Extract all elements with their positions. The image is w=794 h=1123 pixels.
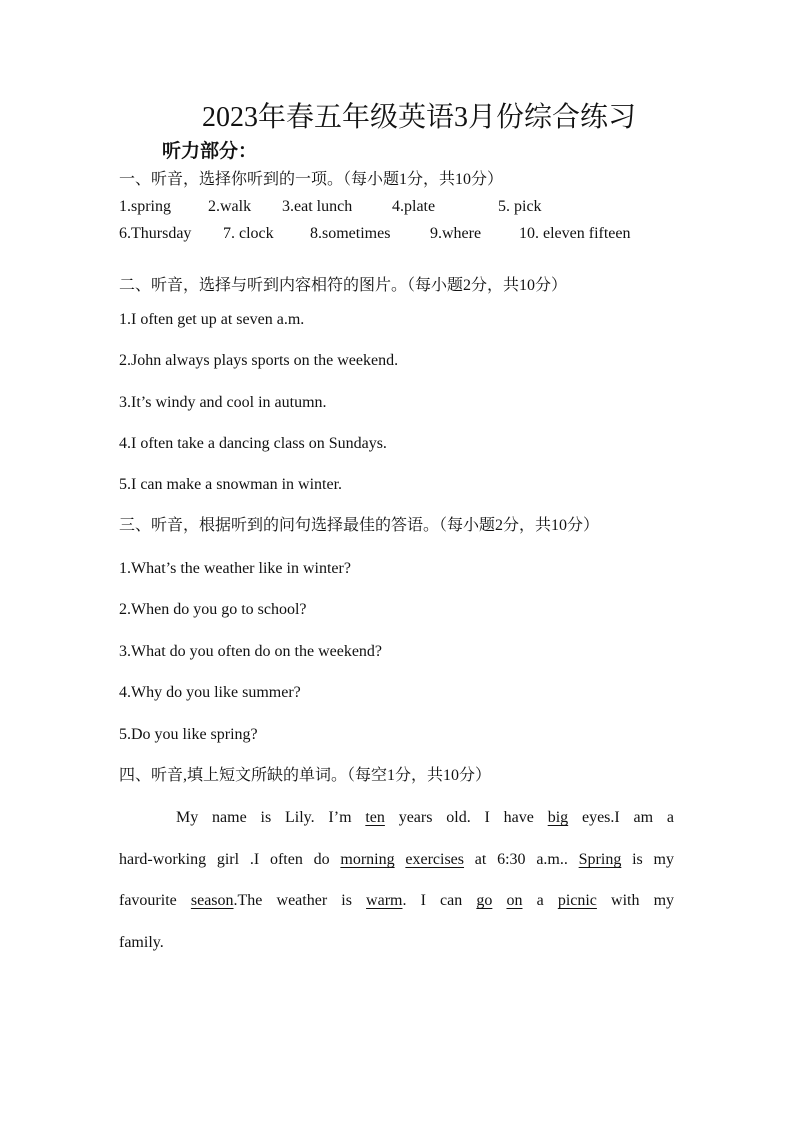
passage-text: years old. I have [384, 809, 548, 826]
list-item: 5.I can make a snowman in winter. [119, 476, 343, 493]
option-item: 6.Thursday [119, 225, 192, 242]
passage-line-4: family. [119, 934, 164, 951]
passage-text: favourite [119, 892, 191, 909]
option-item: 9.where [430, 225, 482, 242]
answer-word: go [476, 892, 493, 909]
answer-word: morning [340, 851, 395, 868]
list-item: 3.What do you often do on the weekend? [119, 643, 383, 660]
answer-word: exercises [405, 851, 465, 868]
list-item: 1.I often get up at seven a.m. [119, 311, 305, 328]
passage-text: at 6:30 a.m.. [464, 851, 579, 868]
answer-word: ten [365, 809, 385, 826]
passage-text [395, 851, 406, 868]
option-item: 7. clock [223, 225, 274, 242]
section-3-heading: 三、听音，根据听到的问句选择最佳的答语。（每小题2分，共10分） [119, 517, 600, 534]
passage-text: with my [596, 892, 675, 909]
passage-text: eyes.I am a [568, 809, 675, 826]
list-item: 3.It’s windy and cool in autumn. [119, 394, 327, 411]
passage-text: is my [621, 851, 674, 868]
passage-text: . I can [402, 892, 477, 909]
passage-line-3 [119, 890, 674, 912]
passage-text: hard-working girl .I often do [119, 851, 341, 868]
list-item: 4.I often take a dancing class on Sundays. [119, 435, 387, 452]
answer-word: on [506, 892, 523, 909]
answer-word: picnic [557, 892, 597, 909]
option-item: 10. eleven fifteen [519, 225, 631, 242]
section-2-heading: 二、听音，选择与听到内容相符的图片。（每小题2分，共10分） [119, 277, 568, 294]
passage-text: My name is Lily. I’m [176, 809, 366, 826]
list-item: 4.Why do you like summer? [119, 684, 301, 701]
answer-word: warm [366, 892, 403, 909]
page-title: 2023年春五年级英语3月份综合练习 [201, 102, 636, 133]
answer-word: season [190, 892, 234, 909]
passage-line-1 [119, 807, 674, 829]
option-item: 5. pick [498, 198, 542, 215]
answer-word: big [547, 809, 569, 826]
passage-text [492, 892, 506, 909]
answer-word: Spring [578, 851, 622, 868]
section-4-heading: 四、听音,填上短文所缺的单词。（每空1分，共10分） [119, 767, 492, 784]
list-item: 2.John always plays sports on the weekend. [119, 352, 399, 369]
passage-text: a [522, 892, 558, 909]
option-item: 3.eat lunch [282, 198, 353, 215]
passage-line-2 [119, 849, 674, 871]
listening-subtitle: 听力部分： [162, 141, 258, 162]
list-item: 2.When do you go to school? [119, 601, 307, 618]
option-item: 1.spring [119, 198, 171, 215]
list-item: 5.Do you like spring? [119, 726, 258, 743]
passage-text: .The weather is [233, 892, 367, 909]
option-item: 2.walk [208, 198, 252, 215]
option-item: 8.sometimes [310, 225, 391, 242]
list-item: 1.What’s the weather like in winter? [119, 560, 351, 577]
option-item: 4.plate [392, 198, 436, 215]
section-1-heading: 一、听音，选择你听到的一项。（每小题1分，共10分） [119, 171, 504, 188]
